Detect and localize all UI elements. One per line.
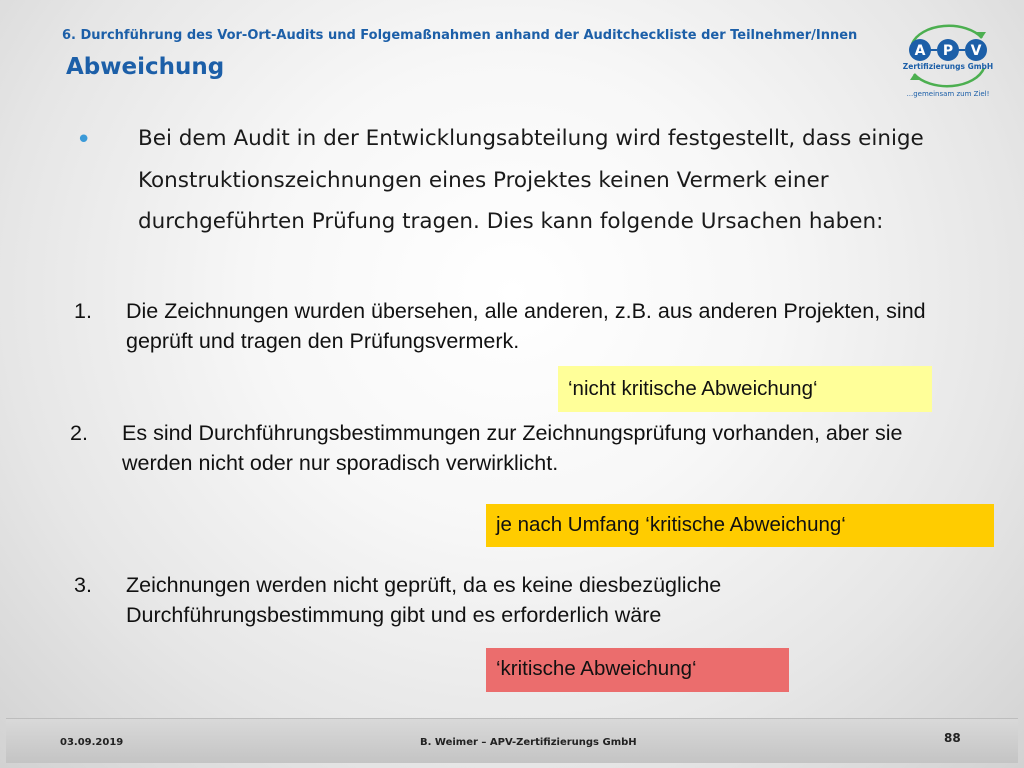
list-item	[74, 570, 944, 630]
apv-logo	[898, 18, 998, 100]
logo-letter-v: V	[970, 43, 982, 59]
logo-letter-p: P	[942, 43, 954, 59]
list-item	[70, 418, 940, 478]
logo-tagline: ...gemeinsam zum Ziel!	[906, 90, 990, 98]
item-text: Zeichnungen werden nicht geprüft, da es keine diesbezügliche Durchführungsbestimmung gibt und es erforderlich wäre	[126, 573, 722, 627]
item-number: 2.	[70, 421, 88, 445]
intro-text: Bei dem Audit in der Entwicklungsabteilung wird festgestellt, dass einige Konstruktionszeichnungen eines Projektes keinen Vermerk einer durchgeführten Prüfung tragen. Dies kann folgende Ursachen haben:	[138, 126, 924, 234]
footer-date: 03.09.2019	[60, 737, 124, 748]
item-number: 1.	[74, 299, 92, 323]
verdict-nicht-kritisch: ‘nicht kritische Abweichung‘	[558, 366, 932, 412]
item-text: Es sind Durchführungsbestimmungen zur Zeichnungsprüfung vorhanden, aber sie werden nicht oder nur sporadisch verwirklicht.	[122, 421, 903, 475]
breadcrumb: 6. Durchführung des Vor-Ort-Audits und Folgemaßnahmen anhand der Auditcheckliste der Teilnehmer/Innen	[62, 28, 858, 43]
intro-paragraph	[70, 118, 930, 243]
item-text: Die Zeichnungen wurden übersehen, alle anderen, z.B. aus anderen Projekten, sind geprüft und tragen den Prüfungsvermerk.	[126, 299, 926, 353]
page-number: 88	[944, 731, 961, 745]
item-number: 3.	[74, 573, 92, 597]
verdict-kritisch: ‘kritische Abweichung‘	[486, 648, 789, 692]
list-item	[74, 296, 944, 356]
footer-author: B. Weimer – APV-Zertifizierungs GmbH	[420, 737, 637, 748]
logo-company: Zertifizierungs GmbH	[902, 62, 994, 71]
page-title: Abweichung	[66, 54, 225, 80]
logo-letter-a: A	[914, 43, 926, 59]
bullet-icon: •	[76, 125, 92, 155]
footer-bar	[6, 718, 1018, 763]
verdict-je-nach-umfang: je nach Umfang ‘kritische Abweichung‘	[486, 504, 994, 547]
